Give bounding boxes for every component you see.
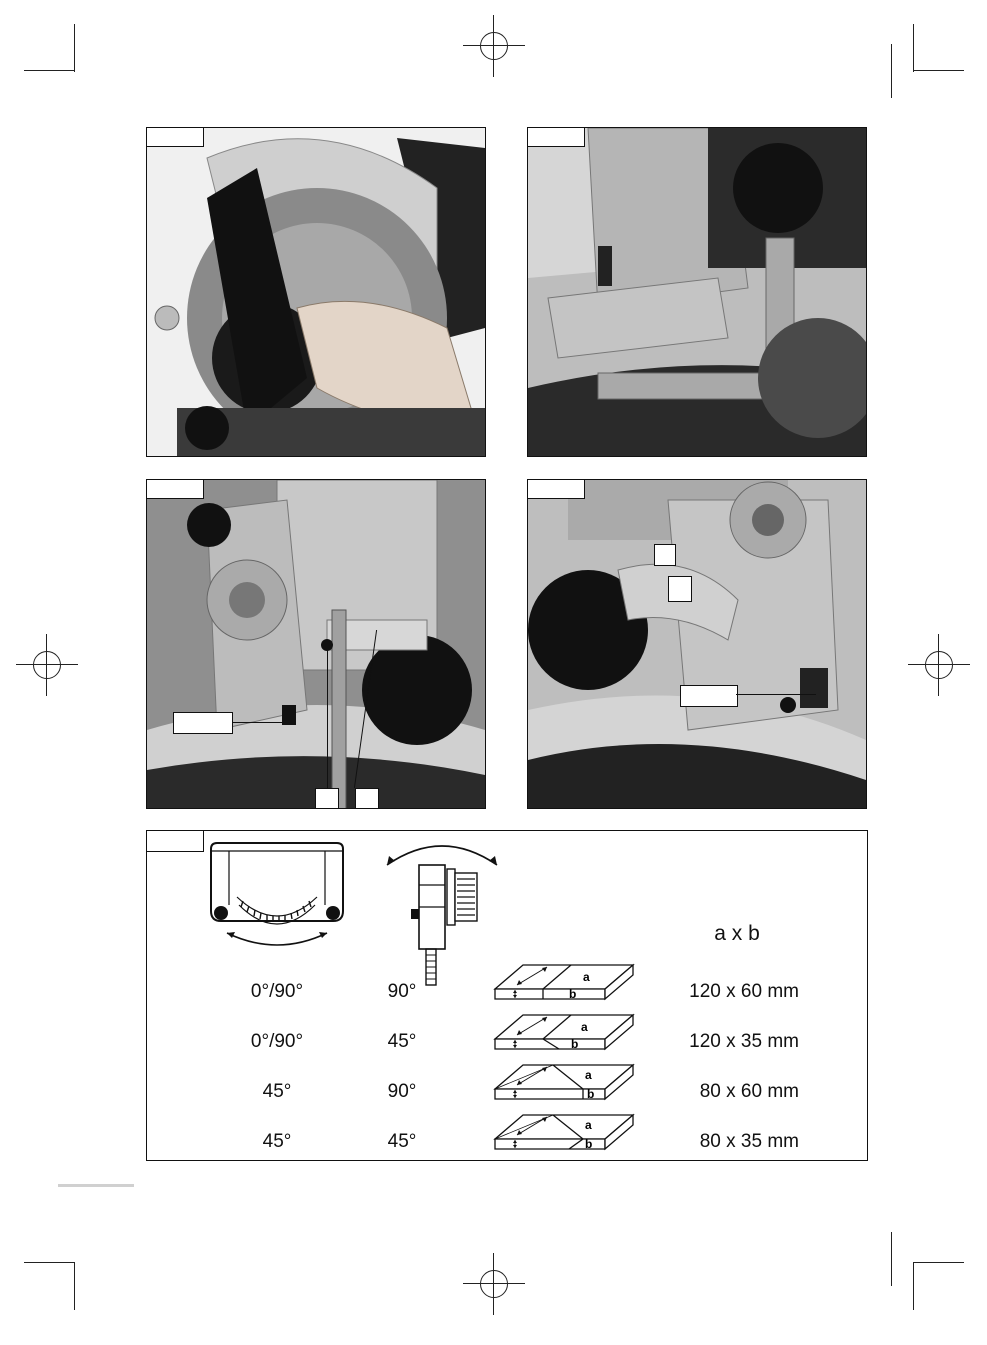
- registration-mark-bottom: [480, 1270, 508, 1298]
- callout-label-bottom-1: [315, 788, 339, 809]
- crop-mark-top-right-h: [914, 70, 964, 71]
- workpiece-diagram-row-2: [493, 1011, 635, 1053]
- label-b: b: [571, 1037, 579, 1051]
- blade-change-illustration: [147, 128, 485, 456]
- miter-angle-icon: [207, 835, 347, 955]
- crop-mark-top-left-v: [74, 24, 75, 72]
- label-b: b: [587, 1087, 595, 1101]
- capacity-header: a x b: [714, 922, 760, 945]
- miter-angle-row-4: 45°: [262, 1131, 292, 1152]
- bevel-angle-row-2: 45°: [387, 1031, 417, 1052]
- miter-angle-row-1: 0°/90°: [250, 981, 304, 1002]
- leader-line: [736, 694, 816, 695]
- crop-mark-bottom-right-v: [913, 1262, 914, 1310]
- page-footer-rule: [58, 1184, 134, 1187]
- bevel-stop-45-illustration: [528, 480, 866, 808]
- bevel-stop-90-illustration: [147, 480, 485, 808]
- photo-square-check: [527, 127, 867, 457]
- figure-number-tag: [147, 480, 204, 499]
- miter-angle-row-3: 45°: [262, 1081, 292, 1102]
- miter-angle-row-2: 0°/90°: [250, 1031, 304, 1052]
- bevel-angle-row-3: 90°: [387, 1081, 417, 1102]
- callout-label-top-2: [668, 576, 692, 602]
- square-check-illustration: [528, 128, 866, 456]
- figure-number-tag: [147, 831, 204, 852]
- capacity-row-3: 80 x 60 mm: [699, 1081, 799, 1102]
- label-b: b: [585, 1137, 593, 1151]
- registration-mark-right: [925, 651, 953, 679]
- crop-mark-top-left-h: [24, 70, 74, 71]
- leader-line: [327, 648, 328, 788]
- figure-number-tag: [528, 128, 585, 147]
- bevel-angle-row-4: 45°: [387, 1131, 417, 1152]
- label-a: a: [581, 1020, 588, 1034]
- photo-blade-change: [146, 127, 486, 457]
- registration-mark-top: [480, 32, 508, 60]
- capacity-row-4: 80 x 35 mm: [699, 1131, 799, 1152]
- crop-mark-bottom-left-v: [74, 1262, 75, 1310]
- callout-label-right: [680, 685, 738, 707]
- crop-mark-top-right-v: [913, 24, 914, 72]
- label-a: a: [585, 1118, 592, 1132]
- photo-bevel-stop-90: [146, 479, 486, 809]
- workpiece-diagram-row-3: [493, 1061, 635, 1103]
- label-a: a: [585, 1068, 592, 1082]
- capacity-row-2: 120 x 35 mm: [689, 1031, 799, 1052]
- bevel-angle-icon: [377, 837, 507, 987]
- figure-number-tag: [147, 128, 204, 147]
- callout-label-bottom-2: [355, 788, 379, 809]
- workpiece-diagram-row-1: [493, 961, 635, 1003]
- bevel-angle-row-1: 90°: [387, 981, 417, 1002]
- label-b: b: [569, 987, 577, 1001]
- photo-bevel-stop-45: [527, 479, 867, 809]
- registration-mark-left: [33, 651, 61, 679]
- workpiece-diagram-row-4: [493, 1111, 635, 1153]
- capacity-row-1: 120 x 60 mm: [689, 981, 799, 1002]
- callout-label-left: [173, 712, 233, 734]
- figure-number-tag: [528, 480, 585, 499]
- crop-mark-bottom-right-v2: [891, 1232, 892, 1286]
- label-a: a: [583, 970, 590, 984]
- callout-label-top-1: [654, 544, 676, 566]
- leader-line: [232, 722, 287, 723]
- crop-mark-bottom-left-h: [24, 1262, 74, 1263]
- crop-mark-bottom-right-h: [914, 1262, 964, 1263]
- crop-mark-top-right-v2: [891, 44, 892, 98]
- cutting-capacity-table: [146, 830, 868, 1161]
